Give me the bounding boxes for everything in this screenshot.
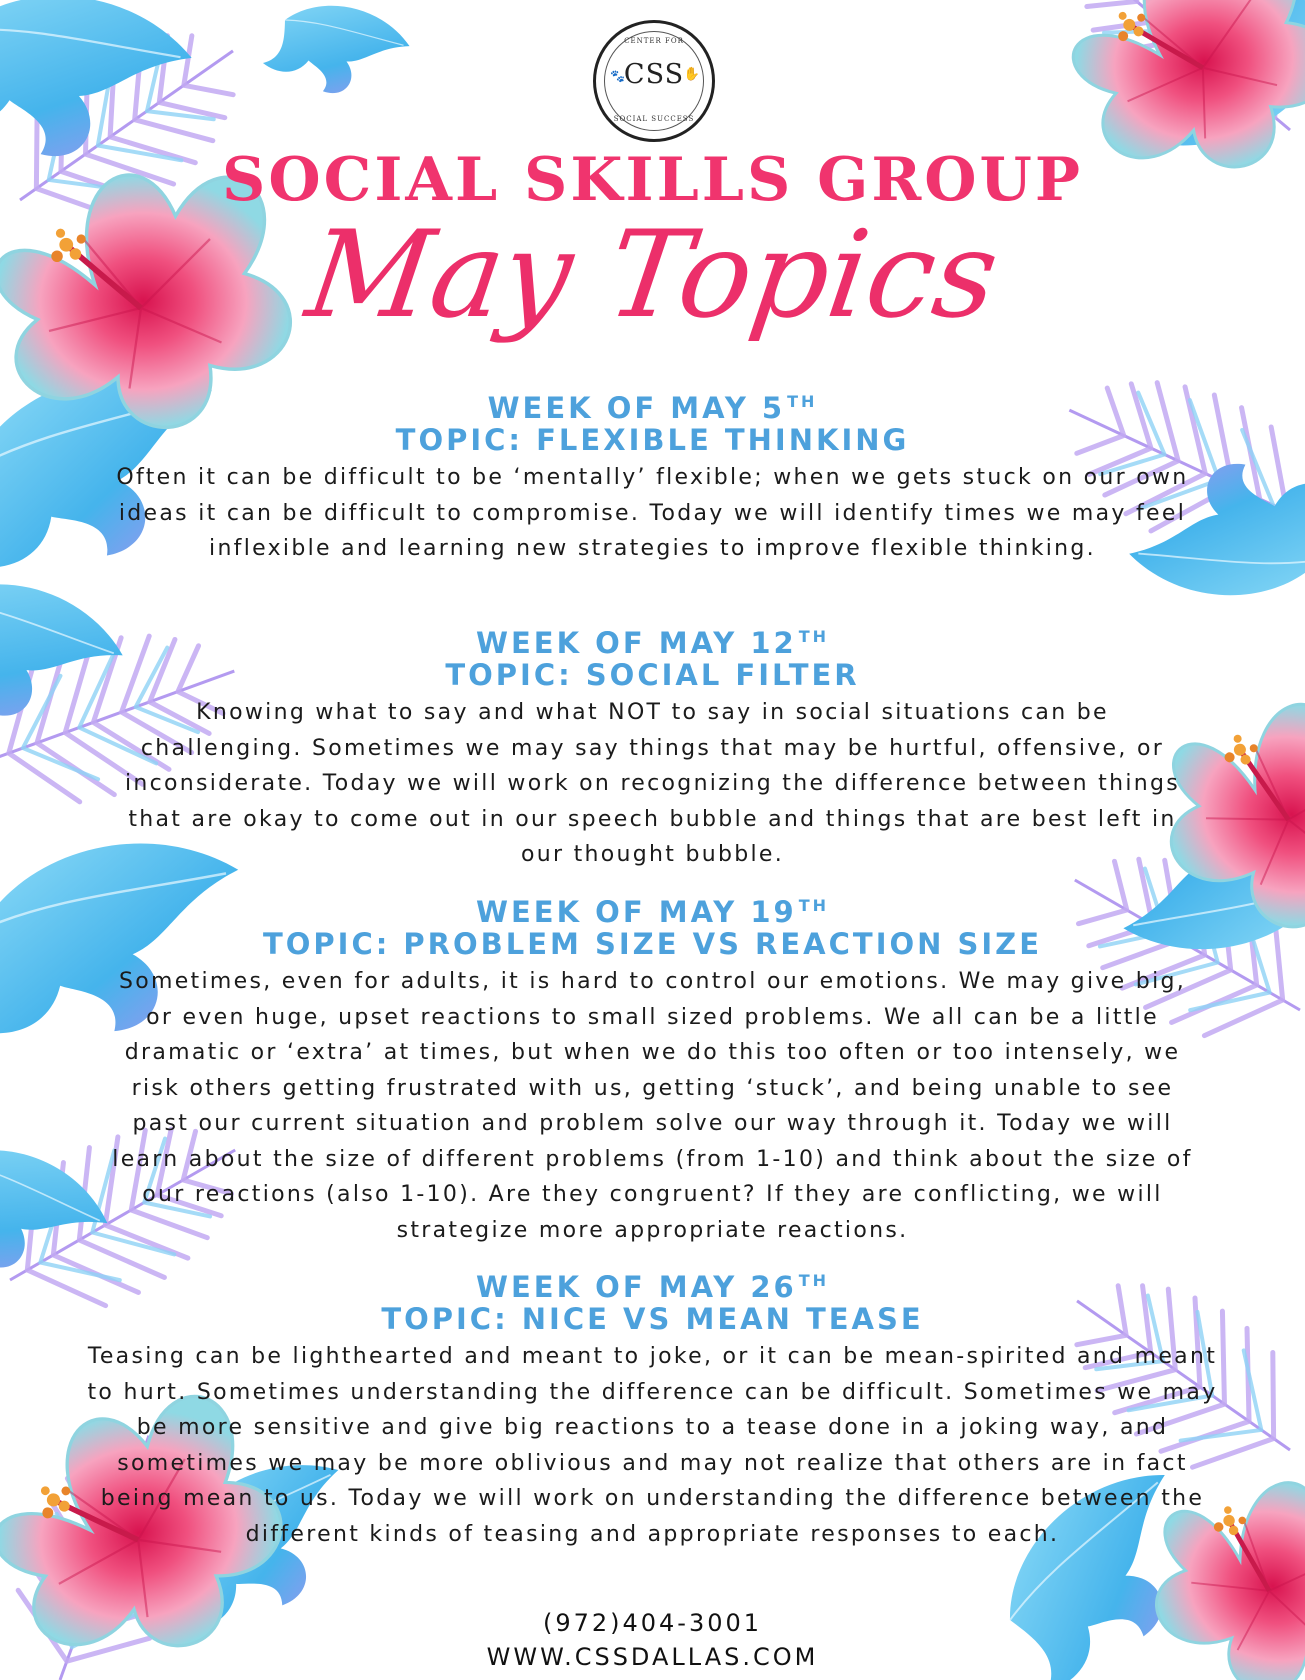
topic-heading: TOPIC: NICE VS MEAN TEASE bbox=[381, 1302, 924, 1336]
week-section-3 bbox=[0, 896, 1305, 1248]
paw-icon: 🐾 bbox=[610, 69, 625, 83]
week-heading: WEEK OF MAY 12 $^{TH}$ bbox=[475, 626, 830, 660]
week-heading: WEEK OF MAY 5 $^{TH}$ bbox=[487, 391, 818, 425]
topic-heading: TOPIC: FLEXIBLE THINKING bbox=[395, 423, 910, 457]
topic-heading: TOPIC: PROBLEM SIZE VS REACTION SIZE bbox=[262, 927, 1043, 961]
css-logo bbox=[593, 20, 715, 142]
logo-arc-bottom-text: SOCIAL SUCCESS bbox=[613, 115, 695, 123]
week-section-2 bbox=[0, 627, 1305, 873]
logo-initials: CSS bbox=[623, 59, 685, 90]
topic-heading: TOPIC: SOCIAL FILTER bbox=[445, 658, 860, 692]
week-description: Teasing can be lighthearted and meant to joke, or it can be mean-spirited and meant to hurt. Sometimes understanding the difference can be difficult. Sometimes we may be more sensitive and give big reactions to a tease done in a joking way, and sometimes we may be more oblivious and may not realize that others are in fact being mean to us. Today we will work on understanding the difference between the different kinds of teasing and appropriate responses to each. bbox=[87, 1344, 1218, 1547]
week-description: Knowing what to say and what NOT to say in social situations can be challenging. Sometimes we may say things that may be hurtful, offensive, or inconsiderate. Today we will work on recognizing the difference between things that are okay to come out in our speech bubble and things that are best left in our thought bubble. bbox=[124, 700, 1181, 867]
page-title: SOCIAL SKILLS GROUP bbox=[222, 145, 1083, 215]
week-section-4 bbox=[0, 1271, 1305, 1552]
hand-icon: ✋ bbox=[683, 67, 700, 82]
week-section-1 bbox=[0, 392, 1305, 567]
week-heading: WEEK OF MAY 26 $^{TH}$ bbox=[475, 1270, 830, 1304]
page-subtitle: May Topics bbox=[299, 206, 1006, 345]
phone-number[interactable]: (972)404-3001 bbox=[542, 1609, 763, 1637]
week-heading: WEEK OF MAY 19 $^{TH}$ bbox=[475, 895, 830, 929]
week-description: Often it can be difficult to be ‘mentally’ flexible; when we gets stuck on our own ideas it can be difficult to compromise. Today we will identify times we may feel inflexible and learning new strategies to improve flexible thinking. bbox=[116, 465, 1189, 561]
logo-arc-top-text: CENTER FOR bbox=[624, 37, 684, 45]
website-link[interactable]: WWW.CSSDALLAS.COM bbox=[486, 1643, 819, 1671]
week-description: Sometimes, even for adults, it is hard to control our emotions. We may give big, or even huge, upset reactions to small sized problems. We all can be a little dramatic or ‘extra’ at times, but when we do this too often or too intensely, we risk others getting frustrated with us, getting ‘stuck’, and being unable to see past our current situation and problem solve our way through it. Today we will learn about the size of different problems (from 1-10) and think about the size of our reactions (also 1-10). Are they congruent? If they are conflicting, we will strategize more appropriate reactions. bbox=[112, 969, 1193, 1243]
